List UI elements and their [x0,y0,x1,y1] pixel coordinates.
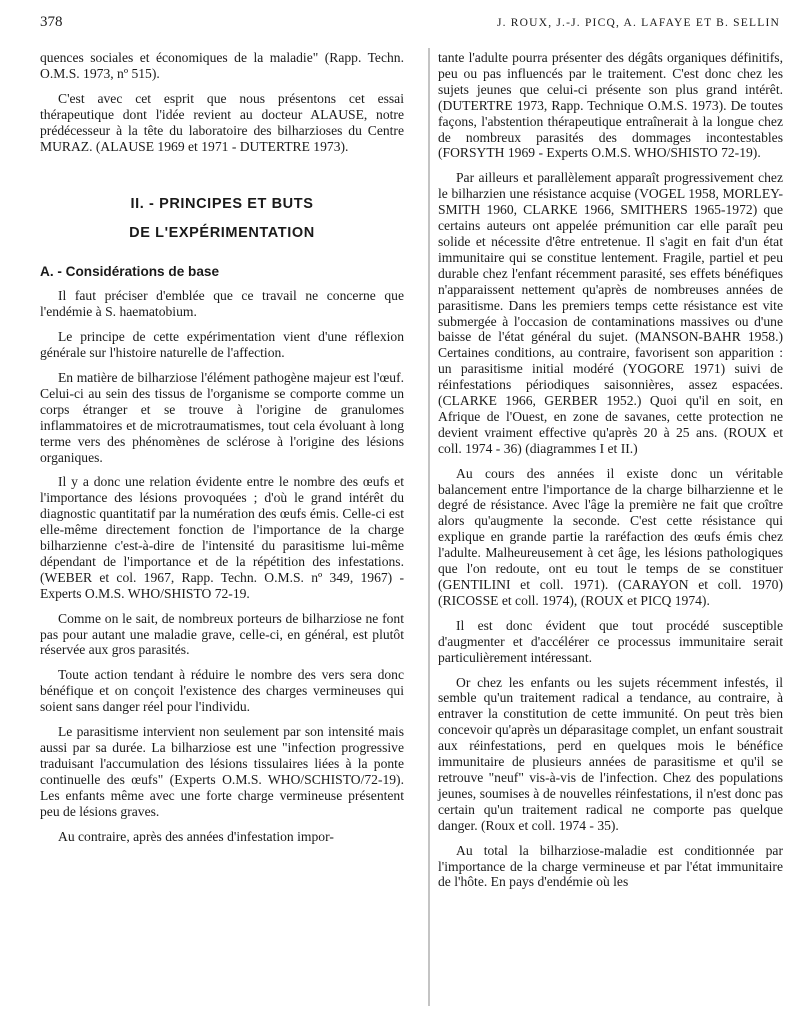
section-title-line: II. - PRINCIPES ET BUTS [130,196,314,213]
paragraph: En matière de bilharziose l'élément pathogène majeur est l'œuf. Celui-ci au sein des tissus de l'organisme se comporte comme un corps étranger et se trouve à l'origine de granulomes inflammatoires et de microtraumatismes, tout cela évoluant à long terme vers des phénomènes de sclérose à l'origine des lésions organiques. [40,369,404,465]
paragraph: Au contraire, après des années d'infestation impor- [58,828,334,844]
right-column [438,50,783,890]
paragraph: Le principe de cette expérimentation vient d'une réflexion générale sur l'histoire naturelle de l'affection. [40,329,404,361]
paragraph: Il y a donc une relation évidente entre le nombre des œufs et l'importance des lésions provoquées ; d'où le grand intérêt du diagnostic quantitatif par la numération des œufs émis. Celle-ci est elle-même directement fonction de l'importance de la charge bilharzienne c'est-à-dire de l'intensité du parasitisme lui-même dépendant de l'importance et de la répétition des infestations. (WEBER et col. 1967, Rapp. Techn. O.M.S. nº 349, 1967) - Experts O.M.S. WHO/SHISTO 72-19. [40,474,404,601]
paragraph: Comme on le sait, de nombreux porteurs de bilharziose ne font pas pour autant une maladie grave, celle-ci, en général, est plutôt réservée aux gros parasités. [40,610,404,658]
paragraph: tante l'adulte pourra présenter des dégâts organiques définitifs, peu ou pas influencés par le traitement. C'est donc chez les sujets jeunes que celui-ci présente son plus grand intérêt. (DUTERTRE 1973, Rapp. Technique O.M.S. 1973). De toutes façons, l'abstention thérapeutique entraînerait à la longue chez de nombreux parasités des dommages incontestables (FORSYTH 1969 - Experts O.M.S. WHO/SHISTO 72-19). [438,50,783,161]
subsection-title: A. - Considérations de base [40,264,220,280]
paragraph: Par ailleurs et parallèlement apparaît progressivement chez le bilharzien une résistance acquise (VOGEL 1958, MORLEY-SMITH 1960, CLARKE 1966, SMITHERS 1965-1972) que certains auteurs ont appelée prémunition car elle paraît peu solide et nécessite d'être entretenue. Il s'agit en fait d'un état immunitaire qui se constitue lentement. Fragile, partiel et peu durable chez l'enfant récemment parasité, ses effets bénéfiques n'apparaissent nettement qu'après de nombreuses années de parasitisme. Dans les premiers temps cette résistance est vite submergée à l'occasion de contaminations massives ou d'une baisse de l'état général du sujet. (MANSON-BAHR 1958.) Certaines conditions, au contraire, favorisent son apparition : un parasitisme initial modéré (YOGORE 1971) suivi de réinfestations périodiques saisonnières, assez espacées. (CLARKE 1966, GERBER 1952.) Quoi qu'il en soit, en Afrique de l'Ouest, en zone de savanes, cette protection ne devient vraiment effective qu'après 20 à 25 ans. (ROUX et coll. 1974 - 36) (diagrammes I et II.) [438,170,783,456]
paragraph: Or chez les enfants ou les sujets récemment infestés, il semble qu'un traitement radical a tendance, au contraire, à entraver la constitution de cette immunité. On peut très bien concevoir qu'après un déparasitage complet, un enfant soustrait aux réinfestations, perd en quelques mois le bénéfice immunitaire de plusieurs années de parasitisme et qu'il se retrouve "neuf" vis-à-vis de l'infection. Chez des populations jeunes, soumises à de nouvelles réinfestations, il n'est donc pas certain qu'un traitement radical ne comporte pas quelque danger. (Roux et coll. 1974 - 35). [438,674,783,833]
paragraph: Au cours des années il existe donc un véritable balancement entre l'importance de la charge bilharzienne et le degré de résistance. Avec l'âge la première ne fait que croître alors qu'augmente la seconde. C'est cette résistance qui explique en grande partie la raréfaction des œufs émis chez l'adulte. Malheureusement à cet âge, les lésions pathologiques que l'on redoute, ont eu tout le temps de se constituer (GENTILINI et coll. 1971). (CARAYON et coll. 1970) (RICOSSE et coll. 1974), (ROUX et PICQ 1974). [438,465,783,608]
running-head: J. ROUX, J.-J. PICQ, A. LAFAYE ET B. SELLIN [496,17,780,29]
section-title-line: DE L'EXPÉRIMENTATION [129,225,315,242]
paragraph: quences sociales et économiques de la maladie" (Rapp. Techn. O.M.S. 1973, nº 515). [40,50,404,81]
page-header [40,14,780,40]
paragraph: C'est avec cet esprit que nous présentons cet essai thérapeutique dont l'idée revient au docteur ALAUSE, notre prédécesseur à la tête du laboratoire des bilharzioses du Centre MURAZ. (ALAUSE 1969 et 1971 - DUTERTRE 1973). [40,90,404,154]
column-gutter [428,48,430,1006]
paragraph: Le parasitisme intervient non seulement par son intensité mais aussi par sa durée. La bilharziose est une "infection progressive traduisant l'accumulation des lésions tissulaires liées à la ponte continuelle des œufs" (Experts O.M.S. WHO/SCHISTO/72-19). Les enfants même avec une forte charge vermineuse présentent peu de lésions graves. [40,724,404,819]
paragraph: Il est donc évident que tout procédé susceptible d'augmenter et d'accélérer ce processus immunitaire serait particulièrement intéressant. [438,617,783,665]
page-number: 378 [40,14,63,30]
left-column [40,50,404,844]
paragraph: Au total la bilharziose-maladie est conditionnée par l'importance de la charge vermineuse et par l'état immunitaire de l'hôte. En pays d'endémie où les [438,842,783,890]
paragraph: Toute action tendant à réduire le nombre des vers sera donc bénéfique et on conçoit l'existence des charges vermineuses qui soient sans danger réel pour l'individu. [40,667,404,715]
paragraph: Il faut préciser d'emblée que ce travail ne concerne que l'endémie à S. haematobium. [40,288,404,320]
section-title [40,190,404,248]
